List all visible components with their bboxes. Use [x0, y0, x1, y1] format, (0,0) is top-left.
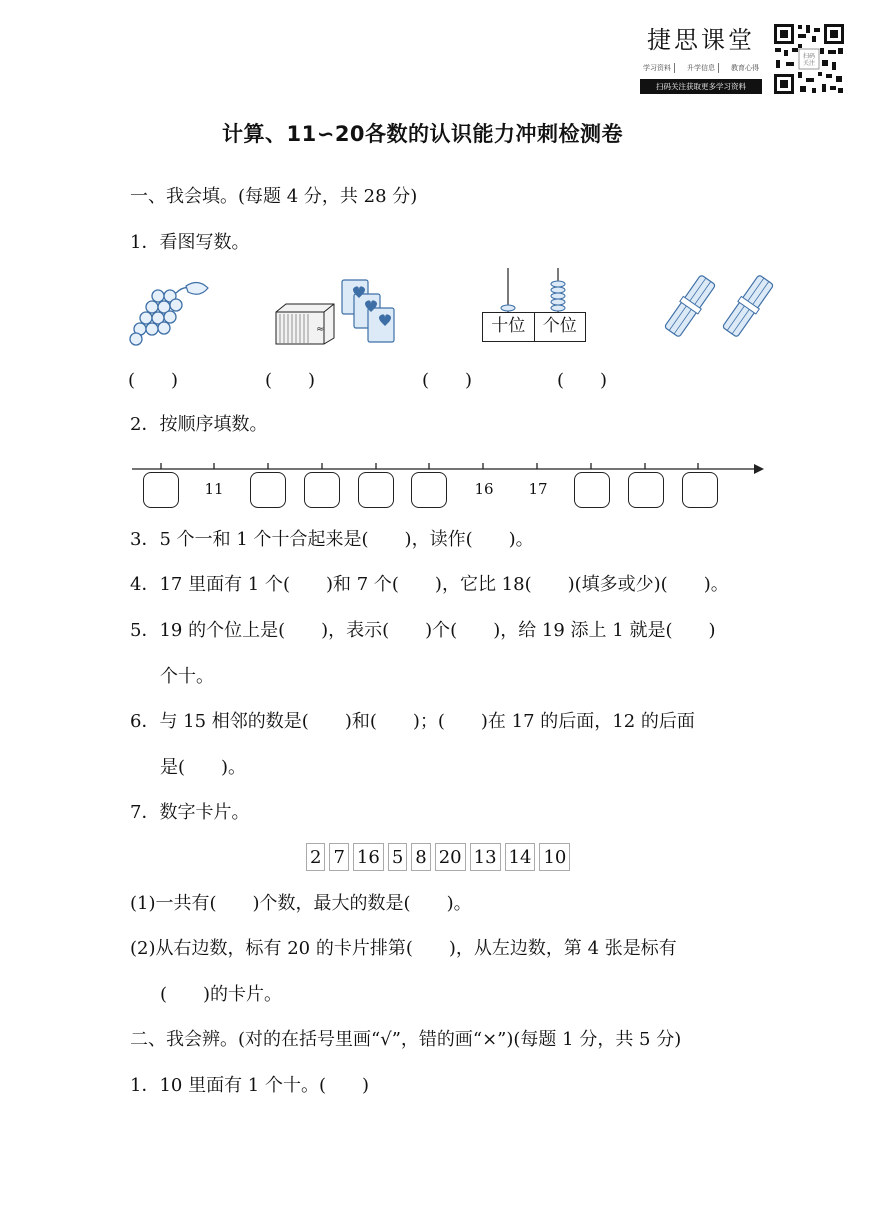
number-line-blank[interactable] — [411, 472, 447, 508]
q7-sub2-cont: ( )的卡片。 — [160, 984, 283, 1005]
brand-tag: 学习资料 — [640, 63, 675, 73]
number-line-blank[interactable] — [682, 472, 718, 508]
answer-blank[interactable]: ( ) — [265, 370, 316, 391]
number-card: 20 — [435, 843, 466, 871]
q5-text: 5．19 的个位上是( )，表示( )个( )，给 19 添上 1 就是( ) — [130, 620, 716, 641]
number-line-label: 11 — [204, 480, 224, 498]
brand-name: 捷思课堂 — [647, 26, 755, 54]
number-line-blank[interactable] — [304, 472, 340, 508]
qr-code[interactable] — [772, 22, 846, 96]
svg-text:≈: ≈ — [316, 324, 325, 335]
ones-place-label: 个位 — [534, 313, 586, 341]
number-card: 7 — [329, 843, 348, 871]
number-card: 8 — [411, 843, 430, 871]
number-line-blank[interactable] — [250, 472, 286, 508]
number-card: 10 — [539, 843, 570, 871]
number-card: 14 — [505, 843, 536, 871]
q5-text-cont: 个十。 — [160, 666, 214, 687]
number-card: 16 — [353, 843, 384, 871]
number-line-label: 17 — [528, 480, 548, 498]
grapes-image — [128, 278, 218, 352]
q7-label: 7．数字卡片。 — [130, 802, 250, 823]
stick-bundles-image — [664, 272, 780, 346]
number-line-blank[interactable] — [628, 472, 664, 508]
section1-heading: 一、我会填。(每题 4 分，共 28 分) — [130, 186, 418, 207]
answer-blank[interactable]: ( ) — [557, 370, 608, 391]
brand-tag: 教育心得 — [731, 64, 759, 72]
number-card: 2 — [306, 843, 325, 871]
number-line-label: 16 — [474, 480, 494, 498]
number-card: 13 — [470, 843, 501, 871]
page-title: 计算、11∽20各数的认识能力冲刺检测卷 — [222, 122, 624, 146]
number-line-blank[interactable] — [574, 472, 610, 508]
q1-label: 1．看图写数。 — [130, 232, 250, 253]
brand-block — [640, 20, 762, 94]
place-value-table — [482, 312, 586, 342]
q7-sub2: (2)从右边数，标有 20 的卡片排第( )，从左边数，第 4 张是标有 — [130, 938, 677, 959]
number-cards — [306, 843, 570, 871]
section2-heading: 二、我会辨。(对的在括号里画“√”，错的画“×”)(每题 1 分，共 5 分) — [130, 1029, 682, 1050]
svg-text:扫码: 扫码 — [802, 53, 816, 60]
brand-tag: 升学信息 — [684, 63, 719, 73]
books-image — [274, 276, 404, 352]
number-line-blank[interactable] — [358, 472, 394, 508]
answer-blank[interactable]: ( ) — [422, 370, 473, 391]
section2-q1: 1．10 里面有 1 个十。( ) — [130, 1075, 370, 1096]
q2-label: 2．按顺序填数。 — [130, 414, 268, 435]
q7-sub1: (1)一共有( )个数，最大的数是( )。 — [130, 893, 472, 914]
number-line-blank[interactable] — [143, 472, 179, 508]
q6-text: 6．与 15 相邻的数是( )和( )；( )在 17 的后面，12 的后面 — [130, 711, 695, 732]
brand-tags — [640, 63, 762, 73]
tens-place-label: 十位 — [491, 316, 526, 336]
q3-text: 3．5 个一和 1 个十合起来是( )，读作( )。 — [130, 529, 534, 550]
abacus-rods — [500, 268, 580, 318]
q4-text: 4．17 里面有 1 个( )和 7 个( )，它比 18( )(填多或少)( )。 — [130, 574, 729, 595]
number-card: 5 — [388, 843, 407, 871]
svg-text:关注: 关注 — [802, 60, 816, 67]
scan-banner: 扫码关注获取更多学习资料 — [640, 79, 762, 94]
q6-text-cont: 是( )。 — [160, 757, 247, 778]
answer-blank[interactable]: ( ) — [128, 370, 179, 391]
